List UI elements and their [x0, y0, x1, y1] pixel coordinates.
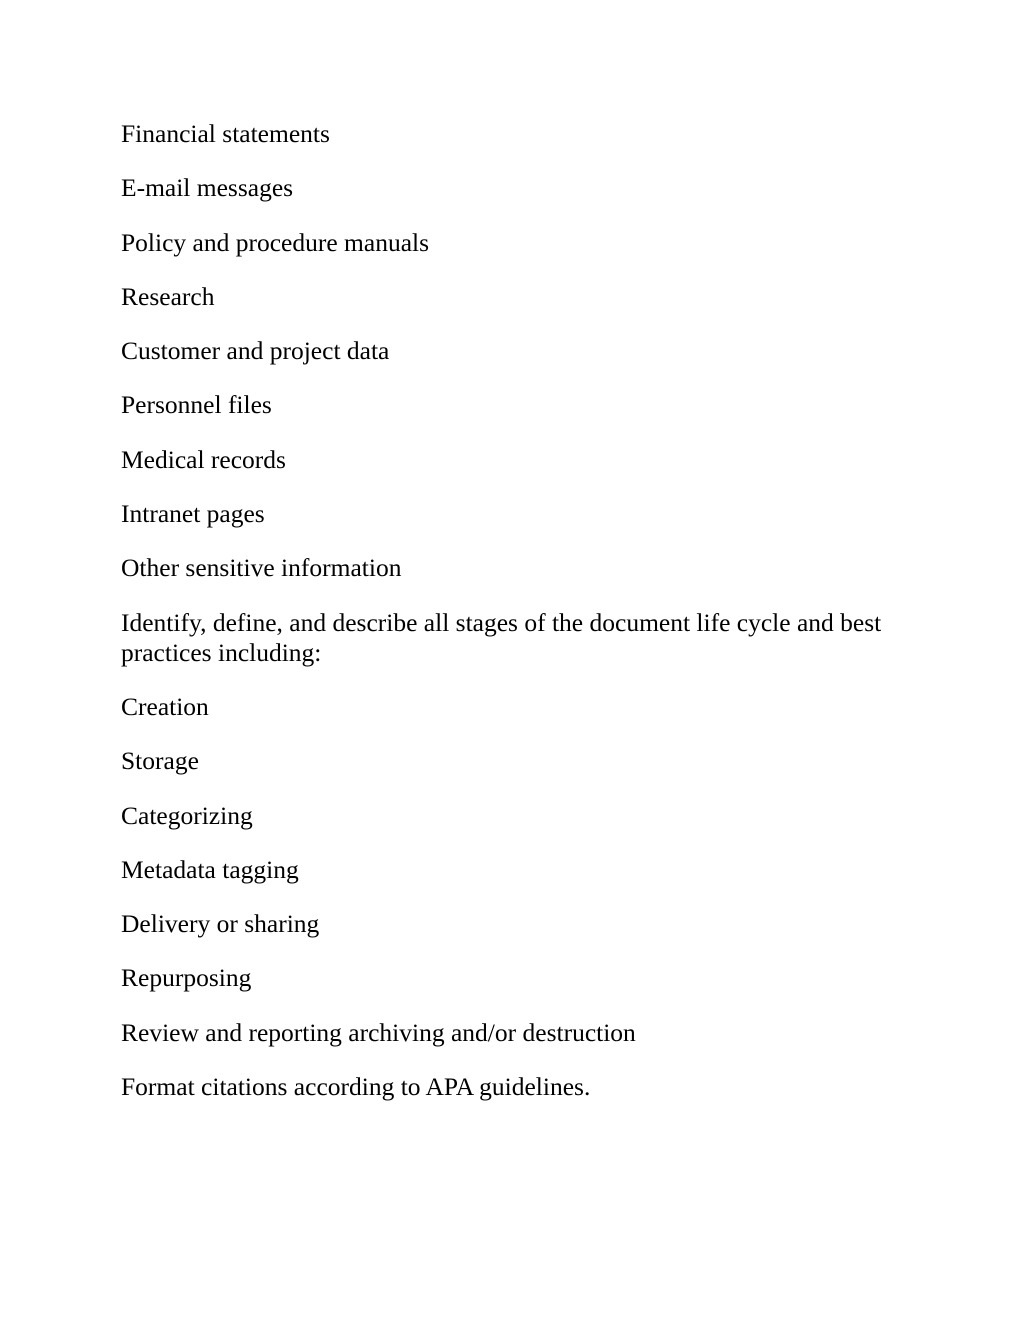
- paragraph: Metadata tagging: [121, 854, 299, 884]
- paragraph: Identify, define, and describe all stages of the document life cycle and best practices including:: [121, 607, 882, 667]
- paragraph: Categorizing: [121, 800, 253, 830]
- paragraph: Customer and project data: [121, 336, 390, 366]
- paragraph: Financial statements: [121, 119, 330, 148]
- paragraph: E-mail messages: [121, 173, 294, 203]
- paragraph: Review and reporting archiving and/or destruction: [121, 1017, 636, 1047]
- paragraph: Format citations according to APA guidelines.: [121, 1072, 591, 1102]
- paragraph: Delivery or sharing: [121, 909, 320, 939]
- paragraph: Other sensitive information: [121, 553, 402, 583]
- paragraph: Policy and procedure manuals: [121, 227, 430, 257]
- paragraph: Storage: [121, 746, 199, 776]
- paragraph: Creation: [121, 691, 209, 721]
- paragraph: Intranet pages: [121, 499, 265, 529]
- paragraph: Personnel files: [121, 390, 272, 420]
- document-body: [121, 119, 911, 1126]
- paragraph: Repurposing: [121, 963, 252, 993]
- paragraph: Research: [121, 281, 215, 311]
- paragraph: Medical records: [121, 444, 286, 474]
